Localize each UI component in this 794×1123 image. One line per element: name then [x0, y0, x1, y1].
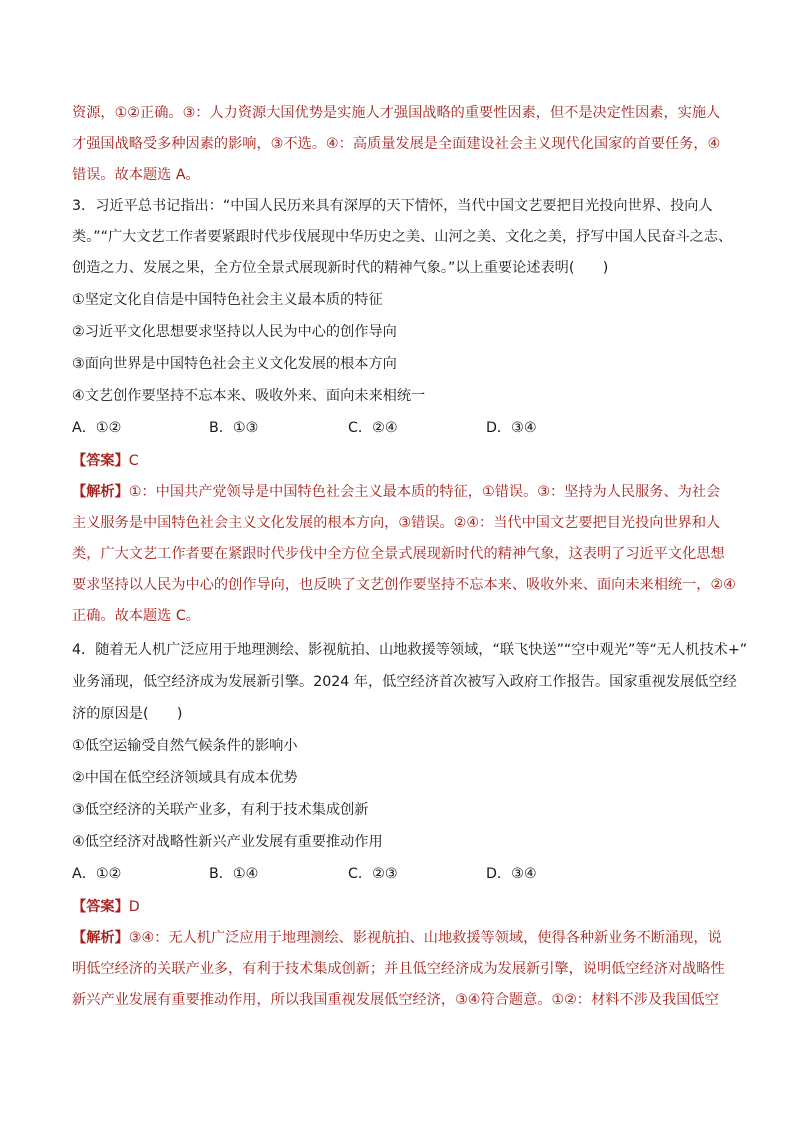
q2-analysis-line-2: 才强国战略受多种因素的影响，③不选。④：高质量发展是全面建设社会主义现代化国家的首要任务，④: [72, 136, 721, 152]
q4-analysis-text-1: ③④：无人机广泛应用于地理测绘、影视航拍、山地救援等领域，使得各种新业务不断涌现，说: [128, 930, 722, 946]
q4-analysis-line-2: 明低空经济的关联产业多，有利于技术集成创新；并且低空经济成为发展新引擎，说明低空经济对战略性: [72, 961, 725, 977]
q4-analysis-label: 【解析】: [72, 930, 129, 946]
q3-answer-value: C: [128, 453, 139, 469]
q4-stem-line-3: 济的原因是( ): [72, 706, 183, 722]
q4-option-b: B．①④: [209, 866, 259, 882]
q3-statement-4: ④文艺创作要坚持不忘本来、吸收外来、面向未来相统一: [72, 388, 426, 404]
q4-answer-label: 【答案】: [72, 899, 129, 915]
q3-stem-line-3: 创造之力、发展之果，全方位全景式展现新时代的精神气象。”以上重要论述表明( ): [72, 260, 609, 276]
q3-statement-2: ②习近平文化思想要求坚持以人民为中心的创作导向: [72, 324, 397, 340]
q4-stem-line-1: 4．随着无人机广泛应用于地理测绘、影视航拍、山地救援等领域，“联飞快送”“空中观光”等“无人机技术+”: [72, 642, 748, 658]
q2-analysis-line-1: 资源，①②正确。③：人力资源大国优势是实施人才强国战略的重要性因素，但不是决定性因素，实施人: [72, 105, 721, 121]
q4-statement-3: ③低空经济的关联产业多，有利于技术集成创新: [72, 802, 369, 818]
q3-stem-line-2: 类。”“广大文艺工作者要紧跟时代步伐展现中华历史之美、山河之美、文化之美，抒写中国人民奋斗之志、: [72, 229, 733, 245]
q4-answer-value: D: [128, 899, 140, 915]
q3-analysis-line-1: [72, 482, 732, 502]
q2-analysis-line-3: 错误。故本题选 A。: [72, 167, 200, 183]
q4-analysis-line-1: [72, 928, 732, 948]
q3-analysis-line-2: 主义服务是中国特色社会主义文化发展的根本方向，③错误。②④：当代中国文艺要把目光投向世界和人: [72, 515, 721, 531]
q4-option-d: D．③④: [486, 866, 537, 882]
q3-option-d: D．③④: [486, 420, 537, 436]
q3-answer: [72, 451, 732, 471]
q3-answer-label: 【答案】: [72, 453, 129, 469]
q3-analysis-line-5: 正确。故本题选 C。: [72, 608, 200, 624]
q3-option-c: C．②④: [348, 420, 398, 436]
q4-analysis-line-3: 新兴产业发展有重要推动作用，所以我国重视发展低空经济，③④符合题意。①②：材料不涉及我国低空: [72, 992, 719, 1008]
q4-statement-4: ④低空经济对战略性新兴产业发展有重要推动作用: [72, 834, 383, 850]
q4-statement-2: ②中国在低空经济领域具有成本优势: [72, 770, 298, 786]
q3-analysis-line-3: 类，广大文艺工作者要在紧跟时代步伐中全方位全景式展现新时代的精神气象，这表明了习近平文化思想: [72, 546, 725, 562]
q3-statement-3: ③面向世界是中国特色社会主义文化发展的根本方向: [72, 356, 397, 372]
q3-option-a: A．①②: [72, 420, 122, 436]
q3-option-b: B．①③: [209, 420, 259, 436]
q3-analysis-label: 【解析】: [72, 484, 129, 500]
q4-statement-1: ①低空运输受自然气候条件的影响小: [72, 738, 298, 754]
q4-option-a: A．①②: [72, 866, 122, 882]
q3-analysis-line-4: 要求坚持以人民为中心的创作导向，也反映了文艺创作要坚持不忘本来、吸收外来、面向未来相统一，②④: [72, 577, 736, 593]
q3-stem-line-1: 3．习近平总书记指出：“中国人民历来具有深厚的天下情怀，当代中国文艺要把目光投向世界、投向人: [72, 198, 713, 214]
q3-analysis-text-1: ①：中国共产党领导是中国特色社会主义最本质的特征，①错误。③：坚持为人民服务、为社会: [128, 484, 721, 500]
q4-answer: [72, 897, 732, 917]
q4-stem-line-2: 业务涌现，低空经济成为发展新引擎。2024 年，低空经济首次被写入政府工作报告。国家重视发展低空经: [72, 674, 737, 690]
q3-statement-1: ①坚定文化自信是中国特色社会主义最本质的特征: [72, 292, 383, 308]
q4-option-c: C．②③: [348, 866, 398, 882]
